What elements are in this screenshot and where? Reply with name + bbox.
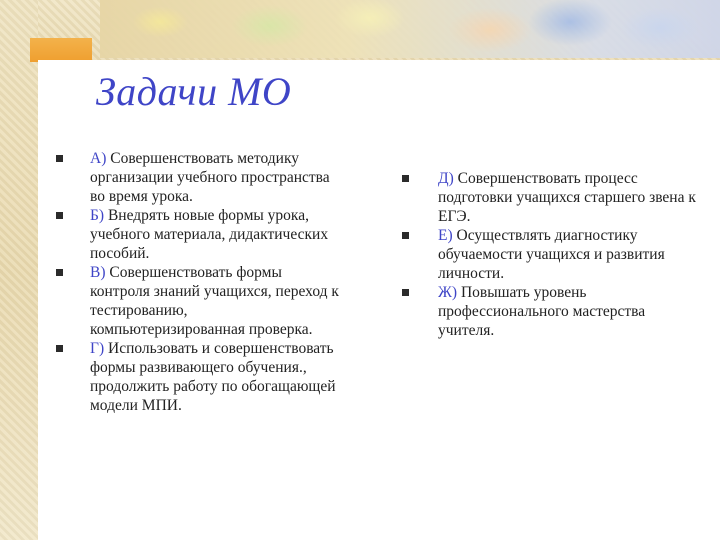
square-bullet-icon: [56, 269, 63, 276]
task-prefix: Г): [90, 340, 105, 357]
square-bullet-icon: [402, 175, 409, 182]
task-item-b: [54, 206, 344, 263]
task-item-zh: [400, 283, 700, 340]
task-prefix: Е): [438, 227, 453, 244]
square-bullet-icon: [56, 155, 63, 162]
task-prefix: А): [90, 150, 107, 167]
task-prefix: Ж): [438, 284, 458, 301]
task-text: Осуществлять диагностику обучаемости учащихся и развития личности.: [438, 227, 665, 282]
task-prefix: Д): [438, 170, 454, 187]
task-text: Совершенствовать процесс подготовки учащихся старшего звена к ЕГЭ.: [438, 170, 696, 225]
task-item-g: [54, 339, 344, 415]
task-item-a: [54, 149, 344, 206]
task-item-e: [400, 226, 700, 283]
left-task-list: [54, 149, 344, 415]
square-bullet-icon: [402, 289, 409, 296]
task-text: Использовать и совершенствовать формы развивающего обучения., продолжить работу по обогащающей модели МПИ.: [90, 340, 336, 414]
slide-title: Задачи МО: [96, 69, 292, 114]
right-task-list: [400, 169, 700, 340]
task-prefix: В): [90, 264, 106, 281]
task-text: Повышать уровень профессионального мастерства учителя.: [438, 284, 646, 339]
top-decorative-banner: [0, 0, 720, 60]
left-decorative-strip: [0, 0, 38, 540]
square-bullet-icon: [402, 232, 409, 239]
task-prefix: Б): [90, 207, 105, 224]
orange-accent-block: [30, 38, 92, 62]
task-item-d: [400, 169, 700, 226]
task-text: Внедрять новые формы урока, учебного материала, дидактических пособий.: [90, 207, 329, 262]
square-bullet-icon: [56, 212, 63, 219]
task-text: Совершенствовать формы контроля знаний учащихся, переход к тестированию, компьютеризированная проверка.: [90, 264, 339, 338]
task-item-v: [54, 263, 344, 339]
flower-pattern-image: [100, 0, 720, 58]
square-bullet-icon: [56, 345, 63, 352]
task-text: Совершенствовать методику организации учебного пространства во время урока.: [90, 150, 330, 205]
